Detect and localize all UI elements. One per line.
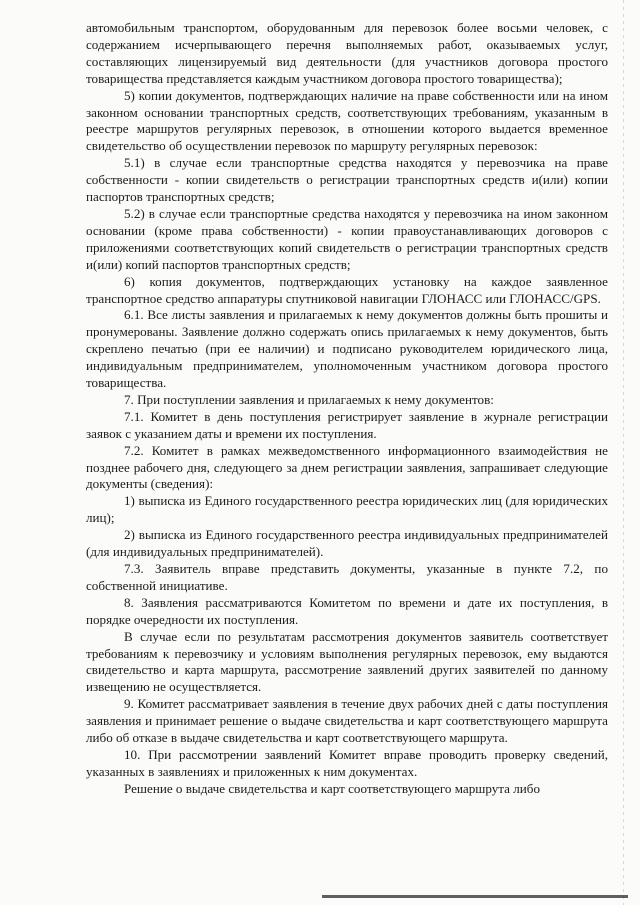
paragraph-9: 9. Комитет рассматривает заявления в течение двух рабочих дней с даты поступления заявления и принимает решение о выдаче свидетельства и карт соответствующего маршрута либо об отказе в выдаче свидетельства и карт соответствующего маршрута. bbox=[86, 696, 608, 746]
paragraph-7-2: 7.2. Комитет в рамках межведомственного информационного взаимодействия не позднее рабочего дня, следующего за днем регистрации заявления, запрашивает следующие документы (сведения): bbox=[86, 442, 608, 492]
paragraph-item-5: 5) копии документов, подтверждающих наличие на праве собственности или на ином законном основании транспортных средств, соответствующих требованиям, указанным в реестре маршрутов регулярных перевозок, в отношении которого выдается временное свидетельство об осуществлении перевозок по маршруту регулярных перевозок: bbox=[86, 87, 608, 154]
paragraph-7: 7. При поступлении заявления и прилагаемых к нему документов: bbox=[124, 391, 494, 407]
paragraph-7-2-item-1: 1) выписка из Единого государственного реестра юридических лиц (для юридических лиц); bbox=[86, 493, 608, 526]
paragraph-7-3: 7.3. Заявитель вправе представить документы, указанные в пункте 7.2, по собственной инициативе. bbox=[86, 561, 608, 593]
scan-edge-artifact bbox=[623, 0, 624, 905]
paragraph-continuation: автомобильным транспортом, оборудованным для перевозок более восьми человек, с содержанием исчерпывающего перечня выполняемых работ, оказываемых услуг, составляющих лицензируемый вид деятельности (для участников договора простого товарищества представляется каждым участником договора простого товарищества); bbox=[86, 20, 608, 86]
paragraph-8-case: В случае если по результатам рассмотрения документов заявитель соответствует требованиям к перевозчику и условиям выполнения регулярных перевозок, ему выдаются свидетельство и карта маршрута, рассмотрение заявлений других заявителей по данному извещению не осуществляется. bbox=[86, 628, 608, 695]
paragraph-7-1: 7.1. Комитет в день поступления регистрирует заявление в журнале регистрации заявок с указанием даты и времени их поступления. bbox=[86, 408, 608, 441]
paragraph-10: 10. При рассмотрении заявлений Комитет вправе проводить проверку сведений, указанных в заявлениях и приложенных к ним документах. bbox=[86, 746, 608, 779]
paragraph-6-1: 6.1. Все листы заявления и прилагаемых к нему документов должны быть прошиты и пронумерованы. Заявление должно содержать опись прилагаемых к нему документов, быть скреплено печатью (при ее наличии) и подписано руководителем юридического лица, индивидуальным предпринимателем, уполномоченным участником договора простого товарищества. bbox=[86, 307, 608, 391]
paragraph-7-2-item-2: 2) выписка из Единого государственного реестра индивидуальных предпринимателей (для индивидуальных предпринимателей). bbox=[86, 527, 608, 560]
bottom-edge-rule bbox=[322, 895, 628, 898]
paragraph-8: 8. Заявления рассматриваются Комитетом по времени и дате их поступления, в порядке очередности их поступления. bbox=[86, 594, 608, 627]
paragraph-item-6: 6) копия документов, подтверждающих установку на каждое заявленное транспортное средство аппаратуры спутниковой навигации ГЛОНАСС или ГЛОНАСС/GPS. bbox=[86, 273, 608, 306]
document-body bbox=[86, 20, 608, 798]
paragraph-decision: Решение о выдаче свидетельства и карт соответствующего маршрута либо bbox=[124, 780, 540, 796]
paragraph-item-5-1: 5.1) в случае если транспортные средства находятся у перевозчика на праве собственности - копии свидетельств о регистрации транспортных средств и(или) копии паспортов транспортных средств; bbox=[86, 155, 608, 205]
paragraph-item-5-2: 5.2) в случае если транспортные средства находятся у перевозчика на ином законном основании (кроме права собственности) - копии правоустанавливающих договоров с приложениями соответствующих копий свидетельств о регистрации транспортных средств и(или) копий паспортов транспортных средств; bbox=[86, 205, 608, 272]
